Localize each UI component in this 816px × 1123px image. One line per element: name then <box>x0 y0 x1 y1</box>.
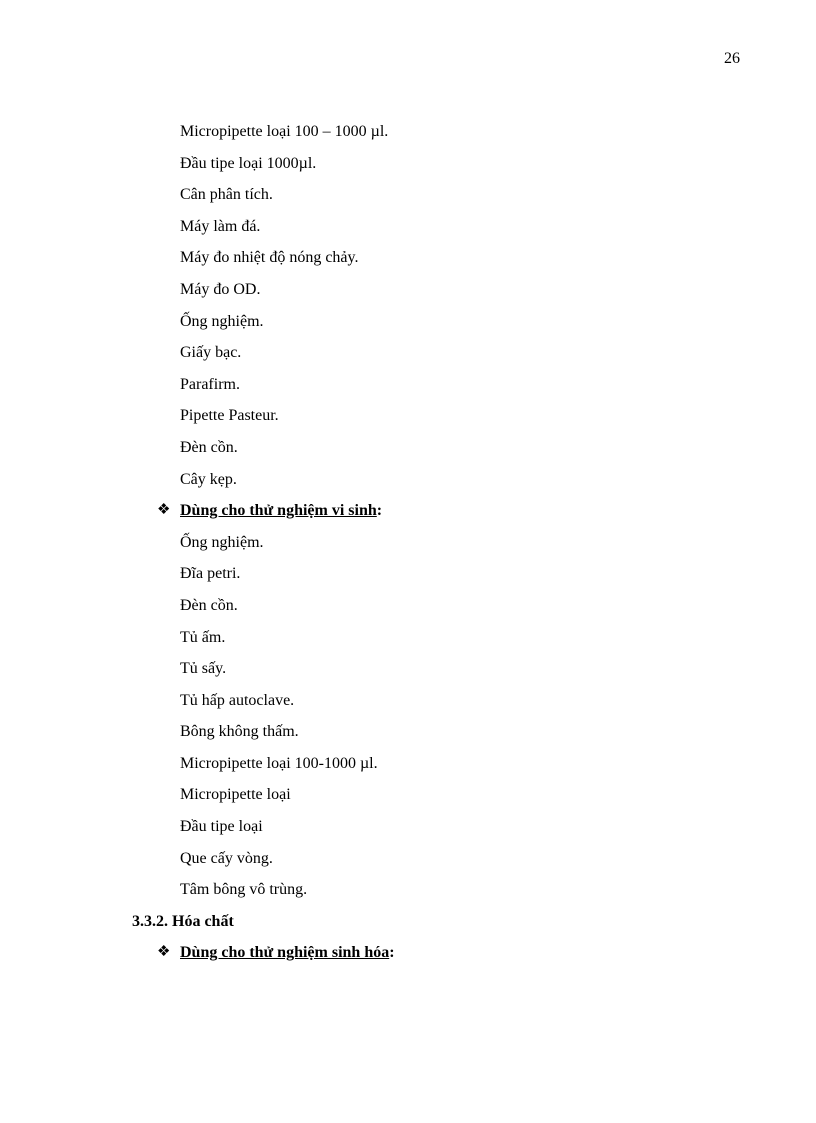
list-item: Đèn cồn. <box>180 596 238 614</box>
diamond-bullet-icon: ❖ <box>157 502 171 519</box>
list-item: Tâm bông vô trùng. <box>180 881 308 899</box>
list-item: Tủ sấy. <box>180 660 227 678</box>
bullet-heading-colon: : <box>376 502 383 520</box>
list-item: Giấy bạc. <box>180 344 242 362</box>
section-heading: 3.3.2. Hóa chất <box>132 912 234 930</box>
bullet-heading-colon: : <box>389 944 395 962</box>
list-item: Tủ ấm. <box>180 628 226 646</box>
list-item: Parafirm. <box>180 375 240 393</box>
list-item: Micropipette loại 100 – 1000 µl. <box>180 123 389 140</box>
list-item: Đèn cồn. <box>180 438 238 456</box>
document-body <box>0 116 816 969</box>
list-item: Bông không thấm. <box>180 723 299 741</box>
list-item: Micropipette loại 100-1000 µl. <box>180 754 378 772</box>
list-item: Ống nghiệm. <box>180 312 264 330</box>
list-item: Pipette Pasteur. <box>180 407 279 425</box>
diamond-bullet-icon: ❖ <box>157 944 171 961</box>
list-item: Cây kẹp. <box>180 470 237 488</box>
list-item: Tủ hấp autoclave. <box>180 691 295 709</box>
list-item: Máy đo OD. <box>180 280 261 298</box>
list-item: Đĩa petri. <box>180 565 241 583</box>
bullet-heading-text: Dùng cho thử nghiệm sinh hóa <box>180 944 390 962</box>
page-number: 26 <box>724 50 740 67</box>
list-item: Que cấy vòng. <box>180 849 273 867</box>
bullet-heading-biochemistry <box>0 937 816 969</box>
bullet-heading-microbiology <box>0 495 816 527</box>
list-item: Đầu tipe loại <box>180 818 263 836</box>
list-item: Micropipette loại <box>180 786 291 804</box>
bullet-heading-text: Dùng cho thử nghiệm vi sinh <box>180 502 377 520</box>
list-item: Máy làm đá. <box>180 217 261 235</box>
list-item: Máy đo nhiệt độ nóng chảy. <box>180 249 359 267</box>
list-item: Cân phân tích. <box>180 186 273 204</box>
list-item: Đầu tipe loại 1000µl. <box>180 154 317 172</box>
list-item: Ống nghiệm. <box>180 533 264 551</box>
